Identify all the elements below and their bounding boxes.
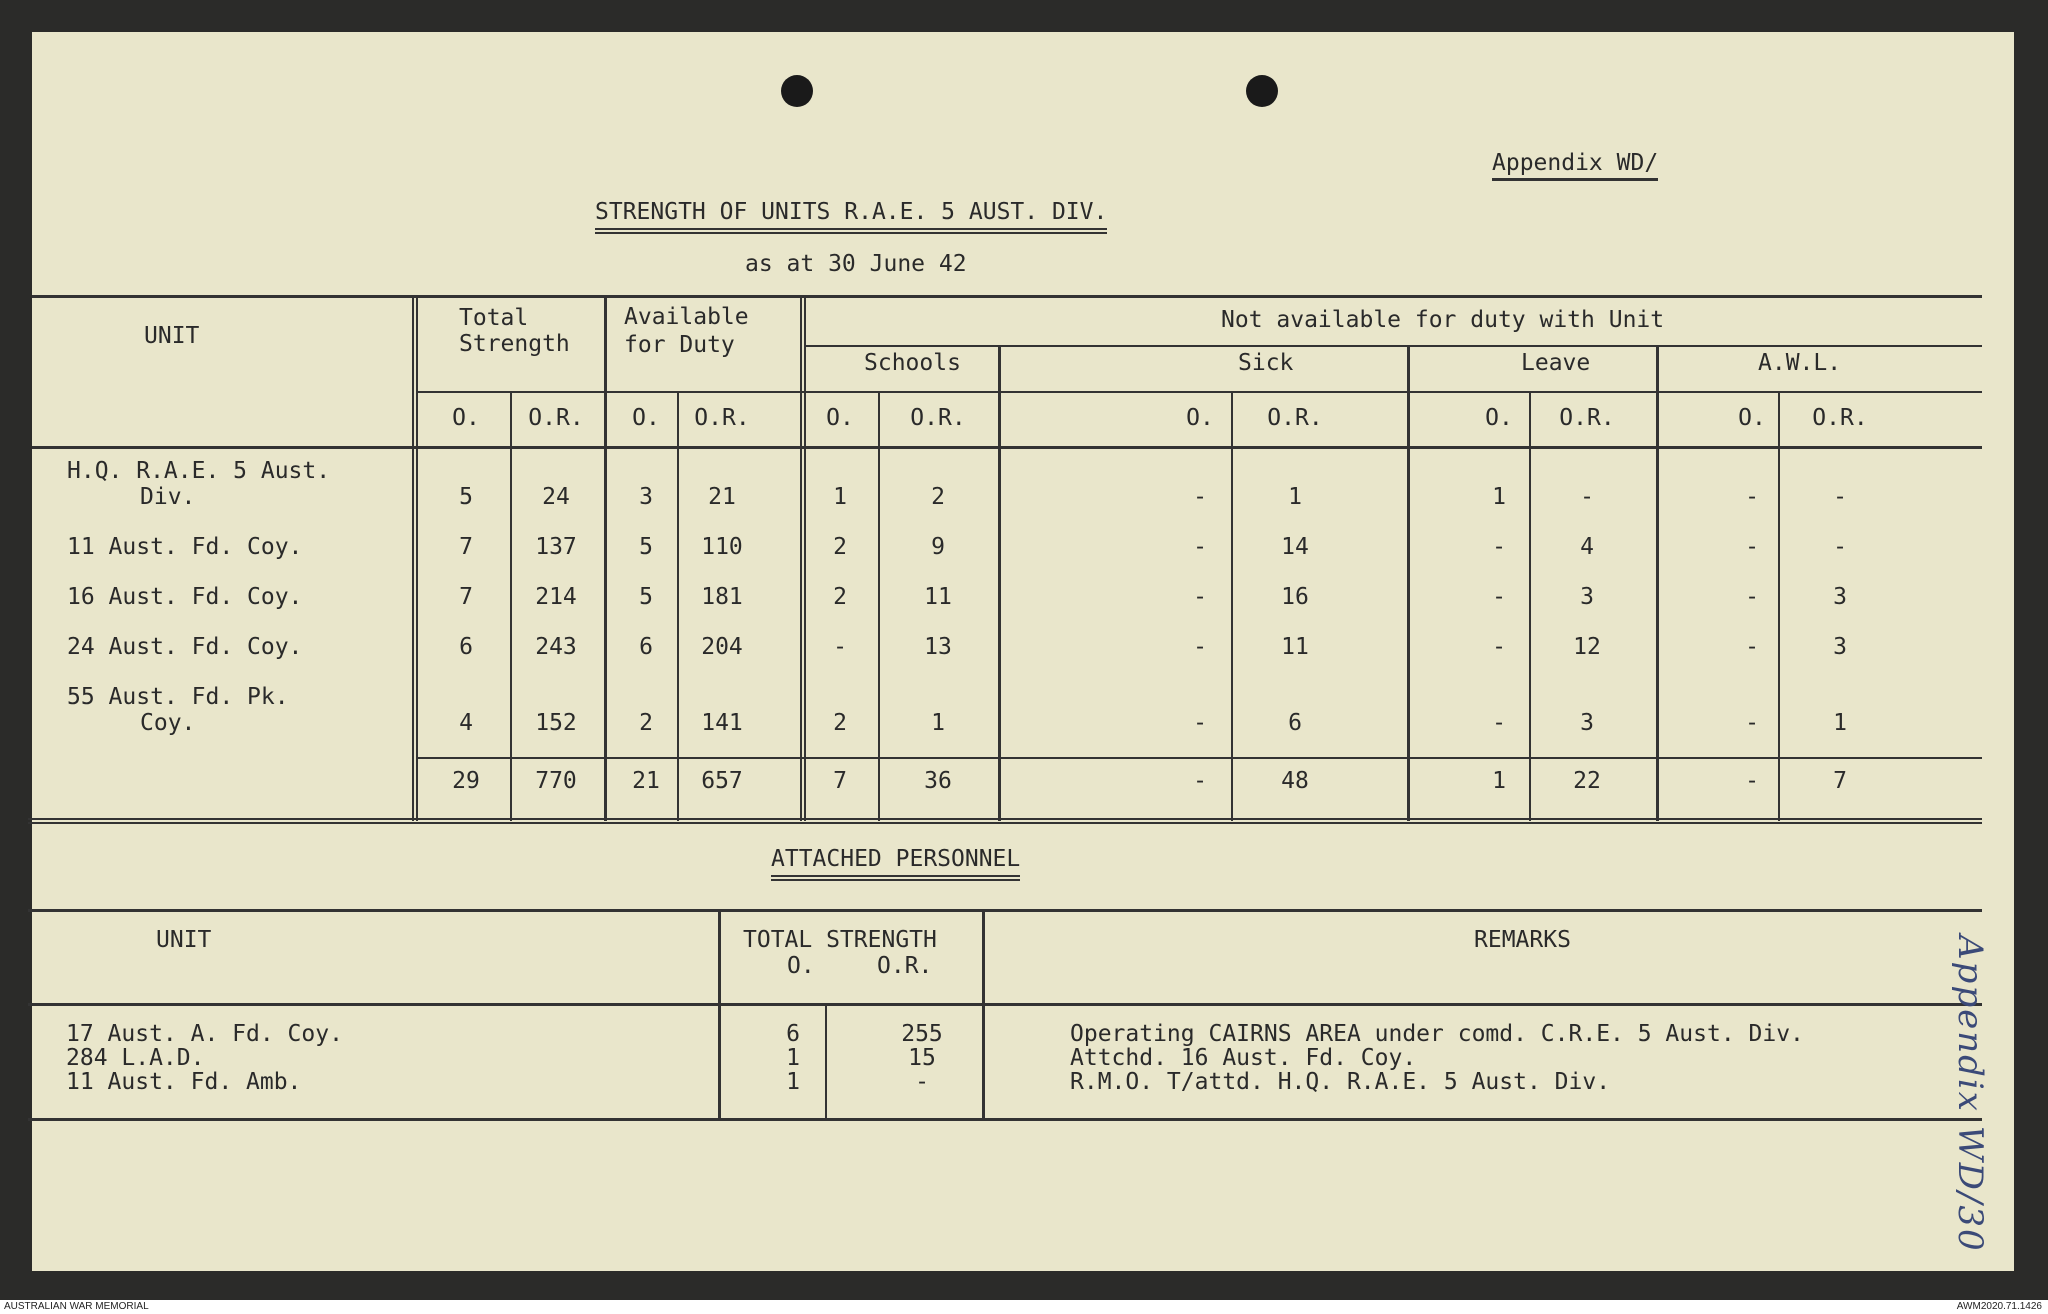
attached-divider-unit (718, 909, 721, 1121)
attached-unit: 17 Aust. A. Fd. Coy. (66, 1021, 343, 1047)
header-not-available: Not available for duty with Unit (1221, 307, 1665, 333)
attached-header-o: O. (787, 953, 815, 979)
table-cell: 4 (1580, 534, 1594, 560)
table-top-rule (32, 295, 1982, 298)
total-cell: 7 (1833, 768, 1847, 794)
table-cell: 2 (931, 484, 945, 510)
header-o: O. (826, 405, 854, 431)
header-unit: UNIT (144, 323, 200, 349)
attached-or: 15 (908, 1045, 936, 1071)
table-cell: 1 (1492, 484, 1506, 510)
punch-hole-left (781, 75, 813, 107)
unit-name: 55 Aust. Fd. Pk. (67, 684, 289, 710)
table-cell: - (1833, 484, 1847, 510)
attached-remarks: Operating CAIRNS AREA under comd. C.R.E. 5 Aust. Div. (1070, 1021, 1804, 1047)
table-cell: - (1745, 584, 1759, 610)
table-cell: - (1193, 634, 1207, 660)
table-cell: 12 (1573, 634, 1601, 660)
table-cell: - (1193, 584, 1207, 610)
table-cell: 5 (459, 484, 473, 510)
header-leave: Leave (1521, 350, 1591, 376)
table-cell: - (1580, 484, 1594, 510)
attached-divider-total (982, 909, 985, 1121)
rule-under-not-available (806, 345, 1982, 347)
divider-sick-leave (1407, 345, 1410, 821)
attached-header-rule (28, 1003, 1982, 1006)
rule-under-header (32, 446, 1982, 449)
divider-total (510, 391, 512, 821)
attached-or: 255 (901, 1021, 943, 1047)
header-o: O. (1738, 405, 1766, 431)
table-cell: 5 (639, 584, 653, 610)
table-cell: - (1492, 584, 1506, 610)
table-cell: - (1193, 484, 1207, 510)
table-cell: 24 (542, 484, 570, 510)
rule-above-totals (416, 757, 1982, 759)
table-cell: 3 (1833, 634, 1847, 660)
divider-unit (412, 295, 418, 821)
unit-name: 16 Aust. Fd. Coy. (67, 584, 303, 610)
table-cell: 6 (1288, 710, 1302, 736)
table-cell: - (833, 634, 847, 660)
handwritten-annotation: Appendix WD/30 (1950, 935, 1990, 1253)
attached-header-unit: UNIT (156, 927, 212, 953)
table-cell: 3 (1833, 584, 1847, 610)
header-total-line1: Total (459, 305, 529, 331)
table-cell: - (1745, 484, 1759, 510)
total-cell: 7 (833, 768, 847, 794)
table-cell: - (1492, 534, 1506, 560)
appendix-label: Appendix WD/ (1492, 150, 1658, 181)
header-awl: A.W.L. (1758, 350, 1842, 376)
total-cell: 21 (632, 768, 660, 794)
table-cell: 2 (833, 584, 847, 610)
total-cell: 48 (1281, 768, 1309, 794)
punch-hole-right (1246, 75, 1278, 107)
table-cell: 1 (931, 710, 945, 736)
table-cell: - (1193, 534, 1207, 560)
attached-top-rule (28, 909, 1982, 912)
attached-o: 1 (786, 1045, 800, 1071)
table-cell: 16 (1281, 584, 1309, 610)
table-bottom-rule (28, 818, 1982, 824)
table-cell: 3 (639, 484, 653, 510)
table-cell: 3 (1580, 710, 1594, 736)
table-cell: - (1193, 710, 1207, 736)
table-cell: 11 (1281, 634, 1309, 660)
table-cell: 21 (708, 484, 736, 510)
attached-unit: 284 L.A.D. (66, 1045, 205, 1071)
table-cell: - (1492, 634, 1506, 660)
table-cell: 181 (701, 584, 743, 610)
header-or: O.R. (1812, 405, 1868, 431)
attached-unit: 11 Aust. Fd. Amb. (66, 1069, 302, 1095)
table-cell: 137 (535, 534, 577, 560)
header-available-line2: for Duty (624, 332, 735, 358)
table-cell: 214 (535, 584, 577, 610)
table-cell: 204 (701, 634, 743, 660)
header-schools: Schools (864, 350, 961, 376)
header-o: O. (1485, 405, 1513, 431)
table-cell: 14 (1281, 534, 1309, 560)
unit-name: H.Q. R.A.E. 5 Aust. (67, 458, 331, 484)
unit-name-cont: Coy. (140, 710, 196, 736)
header-o: O. (632, 405, 660, 431)
table-cell: - (1745, 534, 1759, 560)
table-cell: - (1492, 710, 1506, 736)
table-cell: 1 (833, 484, 847, 510)
table-cell: - (1833, 534, 1847, 560)
table-cell: 5 (639, 534, 653, 560)
attached-title: ATTACHED PERSONNEL (771, 846, 1020, 881)
divider-schools-sick (998, 345, 1001, 821)
attached-divider-o (825, 1003, 827, 1121)
divider-leave-awl (1656, 345, 1659, 821)
table-cell: 2 (833, 534, 847, 560)
header-o: O. (452, 405, 480, 431)
document-title: STRENGTH OF UNITS R.A.E. 5 AUST. DIV. (595, 199, 1107, 234)
document-date: as at 30 June 42 (745, 251, 967, 277)
table-cell: 4 (459, 710, 473, 736)
header-or: O.R. (694, 405, 750, 431)
table-cell: 152 (535, 710, 577, 736)
footer-bar (0, 1300, 2048, 1314)
attached-or: - (915, 1069, 929, 1095)
attached-o: 6 (786, 1021, 800, 1047)
header-or: O.R. (1559, 405, 1615, 431)
unit-name: 11 Aust. Fd. Coy. (67, 534, 303, 560)
attached-remarks: R.M.O. T/attd. H.Q. R.A.E. 5 Aust. Div. (1070, 1069, 1611, 1095)
unit-name: 24 Aust. Fd. Coy. (67, 634, 303, 660)
table-cell: 2 (833, 710, 847, 736)
table-cell: 6 (459, 634, 473, 660)
total-cell: - (1193, 768, 1207, 794)
table-cell: - (1745, 710, 1759, 736)
attached-bottom-rule (28, 1118, 1982, 1121)
table-cell: 243 (535, 634, 577, 660)
unit-name-cont: Div. (140, 484, 196, 510)
attached-o: 1 (786, 1069, 800, 1095)
attached-remarks: Attchd. 16 Aust. Fd. Coy. (1070, 1045, 1417, 1071)
header-total-line2: Strength (459, 331, 570, 357)
attached-header-or: O.R. (877, 953, 933, 979)
total-cell: 657 (701, 768, 743, 794)
header-sick: Sick (1238, 350, 1294, 376)
table-cell: 1 (1288, 484, 1302, 510)
table-cell: 11 (924, 584, 952, 610)
total-cell: 36 (924, 768, 952, 794)
table-cell: 13 (924, 634, 952, 660)
total-cell: 770 (535, 768, 577, 794)
rule-under-subheaders (416, 391, 1982, 393)
footer-reference: AWM2020.71.1426 (1956, 1301, 2042, 1312)
table-cell: 6 (639, 634, 653, 660)
total-cell: 1 (1492, 768, 1506, 794)
header-or: O.R. (528, 405, 584, 431)
total-cell: 29 (452, 768, 480, 794)
table-cell: 2 (639, 710, 653, 736)
footer-credit: AUSTRALIAN WAR MEMORIAL (4, 1301, 149, 1312)
table-cell: 3 (1580, 584, 1594, 610)
attached-header-remarks: REMARKS (1474, 927, 1571, 953)
table-cell: 7 (459, 534, 473, 560)
table-cell: 1 (1833, 710, 1847, 736)
table-cell: - (1745, 634, 1759, 660)
total-cell: - (1745, 768, 1759, 794)
table-cell: 141 (701, 710, 743, 736)
total-cell: 22 (1573, 768, 1601, 794)
table-cell: 9 (931, 534, 945, 560)
header-o: O. (1186, 405, 1214, 431)
header-available-line1: Available (624, 304, 749, 330)
header-or: O.R. (1267, 405, 1323, 431)
header-or: O.R. (910, 405, 966, 431)
table-cell: 7 (459, 584, 473, 610)
table-cell: 110 (701, 534, 743, 560)
attached-header-total: TOTAL STRENGTH (743, 927, 937, 953)
